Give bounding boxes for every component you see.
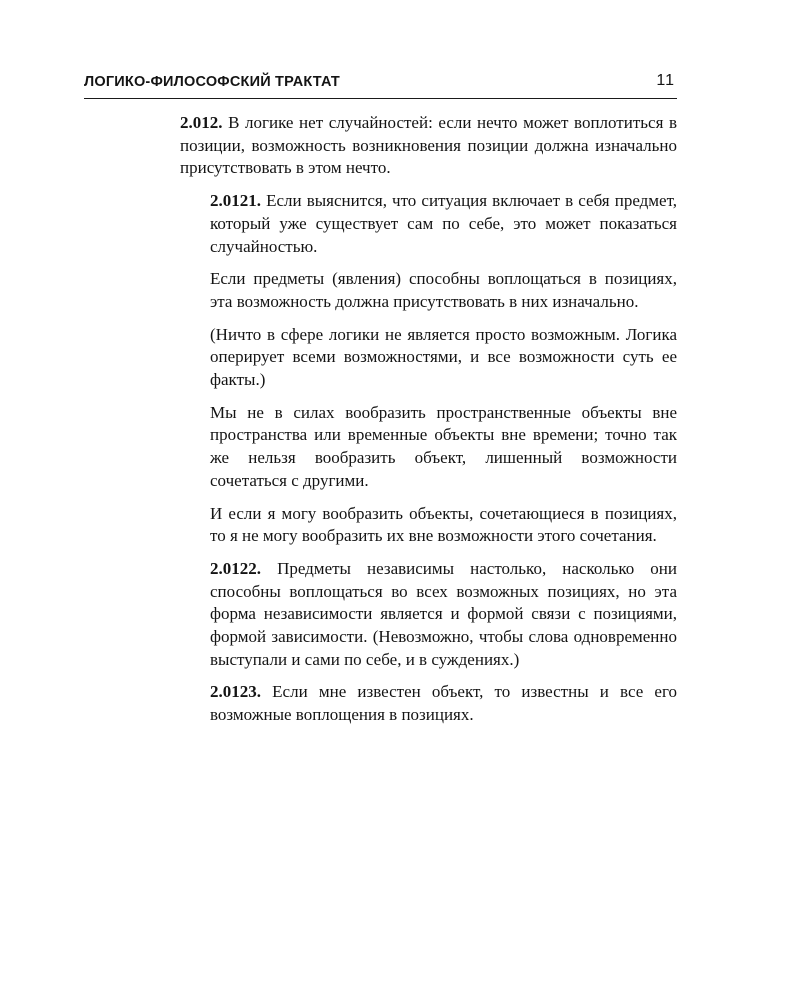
running-title: ЛОГИКО-ФИЛОСОФСКИЙ ТРАКТАТ [84, 74, 340, 90]
running-header [84, 70, 677, 99]
paragraph-text: Если выяснится, что ситуация включает в себя предмет, который уже существует сам по себе, это может показаться случайностью. [210, 191, 677, 256]
body-text [180, 112, 677, 737]
paragraph-text: Если мне известен объект, то известны и все его возможные воплощения в позициях. [210, 682, 678, 725]
paragraph-text: Если предметы (явления) способны воплощаться в позициях, эта возможность должна присутствовать в них изначально. [210, 269, 677, 311]
paragraph-text: (Ничто в сфере логики не является просто возможным. Логика оперирует всеми возможностями, и все возможности суть ее факты.) [210, 324, 677, 390]
page-number: 11 [656, 72, 675, 89]
paragraph-text: Предметы независимы настолько, насколько они способны воплощаться во всех возможных позициях, но эта форма независимости является и формой связи с позициями, формой зависимости. (Невозможно, чтобы слова одновременно выступали и сами по себе, и в суждениях.) [210, 558, 678, 669]
paragraph-text-block [210, 268, 677, 313]
proposition-number: 2.0121. [210, 191, 261, 211]
proposition-number: 2.0122. [210, 558, 261, 578]
paragraph-text: И если я могу вообразить объекты, сочетающиеся в позициях, то я не могу вообразить их вне возможности этого сочетания. [210, 503, 677, 546]
paragraph-2-012 [180, 112, 677, 180]
proposition-number: 2.0123. [210, 682, 261, 702]
paragraph-text-block [210, 402, 677, 493]
paragraph-2-0121 [210, 190, 677, 258]
paragraph-text-block [210, 503, 677, 548]
paragraph-text: В логике нет случайностей: если нечто может воплотиться в позиции, возможность возникновения позиции должна изначально присутствовать в этом нечто. [180, 113, 678, 178]
paragraph-2-0123 [210, 681, 677, 726]
paragraph-text-block [210, 324, 677, 392]
proposition-number: 2.012. [180, 113, 223, 132]
paragraph-text: Мы не в силах вообразить пространственные объекты вне пространства или временные объекты вне времени; точно так же нельзя вообразить объект, лишенный возможности сочетаться с другими. [210, 402, 677, 490]
paragraph-2-0122 [210, 558, 677, 672]
